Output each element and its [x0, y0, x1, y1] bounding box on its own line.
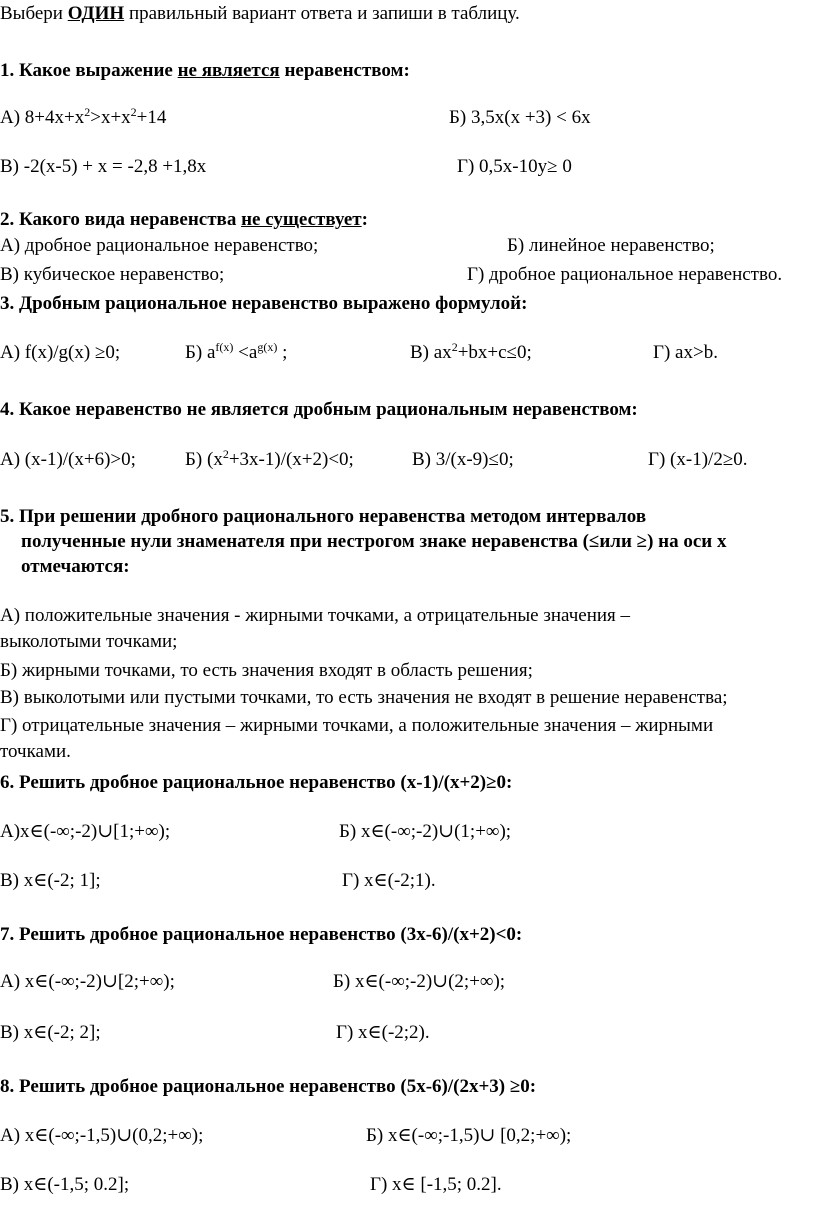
question-1-negation: не является: [177, 60, 280, 81]
question-8-option-d[interactable]: Г) х∈ [-1,5; 0.2].: [370, 1174, 502, 1195]
question-8-option-c[interactable]: В) х∈(-1,5; 0.2];: [0, 1174, 130, 1195]
question-4-option-b[interactable]: Б) $(х^2+3х-1)/(х+2)<0$;: [185, 447, 354, 470]
question-2-title: 2. Какого вида неравенства не существует:: [0, 209, 368, 230]
question-6-option-a[interactable]: А)х∈(-∞;-2)∪[1;+∞);: [0, 821, 171, 842]
question-8-option-b[interactable]: Б) х∈(-∞;-1,5)∪ [0,2;+∞);: [366, 1125, 572, 1146]
question-8-title: 8. Решить дробное рациональное неравенство (5х-6)/(2х+3) ≥0:: [0, 1076, 537, 1097]
question-7-title: 7. Решить дробное рациональное неравенство (3х-6)/(х+2)<0:: [0, 924, 523, 945]
question-5-option-a-line-1[interactable]: А) положительные значения - жирными точками, а отрицательные значения –: [0, 605, 631, 626]
question-3-option-b[interactable]: Б) $a^{f(x)} <a^{g(x)}$ ;: [185, 340, 288, 363]
question-3-option-c[interactable]: В) $ах^2+bx+c\le 0$;: [410, 340, 532, 363]
question-5-option-c[interactable]: В) выколотыми или пустыми точками, то есть значения не входят в решение неравенства;: [0, 687, 728, 708]
question-4-option-a[interactable]: А) (х-1)/(х+6)>0;: [0, 449, 136, 470]
question-1-option-a[interactable]: А) $8+4х+х^2>х+х^2+14$: [0, 105, 167, 128]
question-5-option-d-line-2[interactable]: точками.: [0, 741, 71, 762]
question-6-option-c[interactable]: В) х∈(-2; 1];: [0, 870, 101, 891]
question-5-option-b[interactable]: Б) жирными точками, то есть значения входят в область решения;: [0, 660, 533, 681]
question-3-option-d[interactable]: Г) ах>b.: [653, 342, 718, 363]
question-3-title: 3. Дробным рациональное неравенство выражено формулой:: [0, 293, 528, 314]
question-4-option-c[interactable]: В) 3/(х-9)≤0;: [412, 449, 514, 470]
intro-emphasis: ОДИН: [67, 3, 125, 24]
question-2-option-a[interactable]: А) дробное рациональное неравенство;: [0, 235, 319, 256]
question-1-option-b[interactable]: Б) 3,5х(х +3) < 6х: [449, 107, 591, 128]
question-7-option-c[interactable]: В) х∈(-2; 2];: [0, 1022, 101, 1043]
question-3-option-a[interactable]: А) f(x)/g(x) ≥0;: [0, 342, 121, 363]
question-5-title-line-3: отмечаются:: [21, 556, 130, 577]
question-2-option-c[interactable]: В) кубическое неравенство;: [0, 264, 225, 285]
question-4-option-d[interactable]: Г) (х-1)/2≥0.: [648, 449, 748, 470]
question-1-title: 1. Какое выражение не является неравенством:: [0, 60, 410, 81]
question-2-option-d[interactable]: Г) дробное рациональное неравенство.: [467, 264, 783, 285]
question-2-option-b[interactable]: Б) линейное неравенство;: [507, 235, 715, 256]
question-5-option-d-line-1[interactable]: Г) отрицательные значения – жирными точками, а положительные значения – жирными: [0, 715, 714, 736]
question-5-option-a-line-2[interactable]: выколотыми точками;: [0, 631, 178, 652]
question-4-title: 4. Какое неравенство не является дробным рациональным неравенством:: [0, 399, 638, 420]
question-6-option-b[interactable]: Б) х∈(-∞;-2)∪(1;+∞);: [339, 821, 512, 842]
question-7-option-a[interactable]: А) х∈(-∞;-2)∪[2;+∞);: [0, 971, 175, 992]
question-2-negation: не существует: [241, 209, 362, 230]
question-7-option-b[interactable]: Б) х∈(-∞;-2)∪(2;+∞);: [333, 971, 506, 992]
question-8-option-a[interactable]: А) х∈(-∞;-1,5)∪(0,2;+∞);: [0, 1125, 204, 1146]
question-6-title: 6. Решить дробное рациональное неравенство (х-1)/(х+2)≥0:: [0, 772, 513, 793]
question-1-option-d[interactable]: Г) 0,5х-10у≥ 0: [457, 156, 572, 177]
question-5-title-line-1: 5. При решении дробного рационального неравенства методом интервалов: [0, 506, 647, 527]
question-7-option-d[interactable]: Г) х∈(-2;2).: [336, 1022, 430, 1043]
question-5-title-line-2: полученные нули знаменателя при нестрогом знаке неравенства (≤или ≥) на оси х: [21, 531, 727, 552]
intro-instruction: Выбери ОДИН правильный вариант ответа и запиши в таблицу.: [0, 3, 520, 24]
question-6-option-d[interactable]: Г) х∈(-2;1).: [342, 870, 436, 891]
question-1-option-c[interactable]: В) -2(х-5) + х = -2,8 +1,8х: [0, 156, 207, 177]
